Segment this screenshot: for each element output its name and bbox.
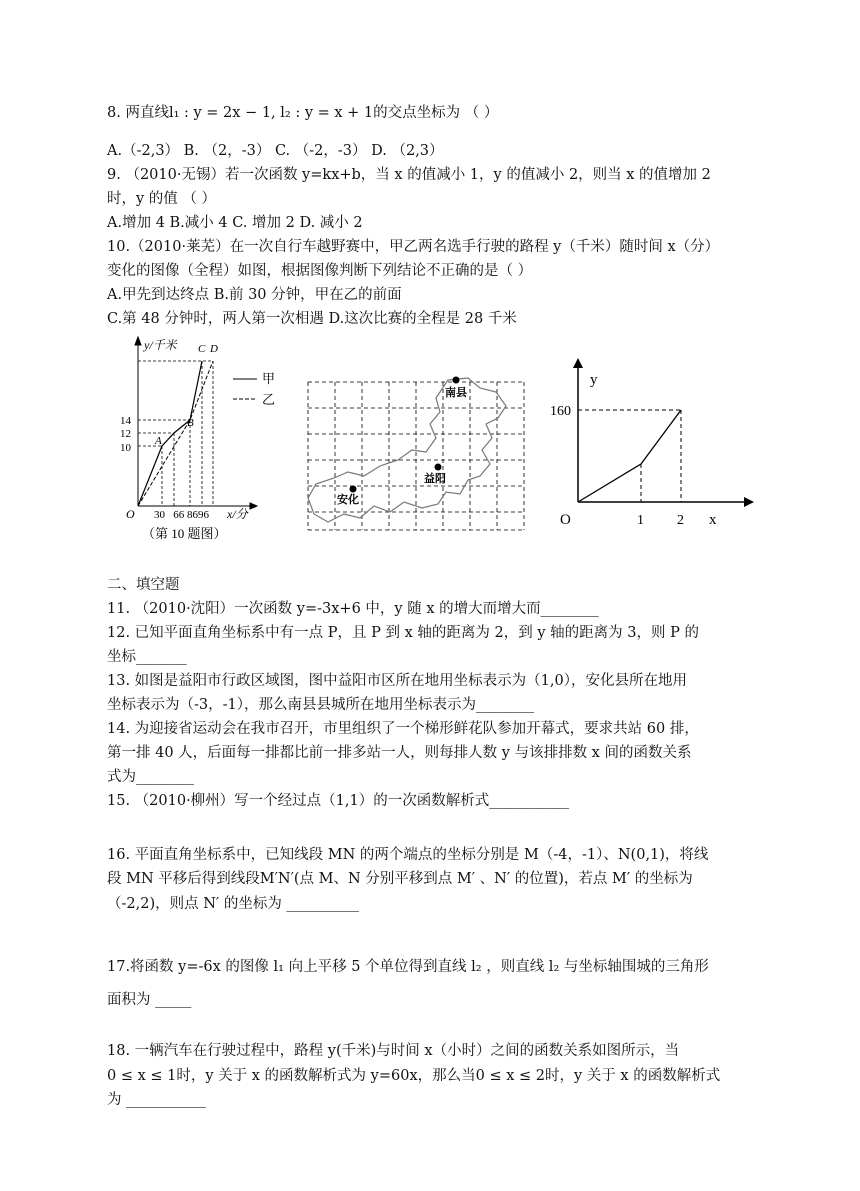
x-axis-arrow [744,497,754,507]
question-14-line3: 式为________ [107,769,194,785]
question-9-line2: 时，y 的值 （ ） [107,191,217,207]
x-axis-label: x/分 [227,507,248,521]
point-d-label: D [210,343,218,355]
x-tick-2: 2 [677,513,684,528]
question-15-text: 15. （2010·柳州）写一个经过点（1,1）的一次函数解析式___________ [107,793,569,809]
y-tick-10: 10 [120,442,131,454]
legend-solid-label: 甲 [262,371,276,386]
question-18-graph [548,352,763,537]
distance-time-line [578,410,681,502]
y-tick-12: 12 [120,428,131,440]
origin-label: O [126,507,135,521]
question-9-line1: 9. （2010·无锡）若一次函数 y=kx+b，当 x 的值减小 1，y 的值减小 2，则当 x 的值增加 2 [107,167,711,183]
yiyang-dot [435,464,442,471]
question-16-line2: 段 MN 平移后得到线段M′N′(点 M、N 分别平移到点 M′ 、N′ 的位置)，若点 M′ 的坐标为 [107,871,693,887]
y-axis-label: y [590,372,598,388]
question-12-line2: 坐标_______ [107,649,187,665]
question-10-options-2: C.第 48 分钟时，两人第一次相遇 D.这次比赛的全程是 28 千米 [107,311,517,327]
question-10-line2: 变化的图像（全程）如图，根据图像判断下列结论不正确的是（ ） [107,263,533,279]
question-18-line2: 0 ≤ x ≤ 1时，y 关于 x 的函数解析式为 y=60x，那么当0 ≤ x ≤ 2时，y 关于 x 的函数解析式 [107,1068,721,1084]
map-grid [308,382,524,530]
point-c-label: C [198,343,206,355]
figure-10-caption: （第 10 题图） [142,526,227,541]
question-18-line1: 18. 一辆汽车在行驶过程中，路程 y(千米)与时间 x（小时）之间的函数关系如图所示，当 [107,1043,680,1059]
point-a-label: A [155,435,162,447]
question-18-line3: 为 ___________ [107,1092,206,1108]
y-tick-160: 160 [550,404,571,419]
question-8-options: A.（-2,3） B. （2，-3） C. （-2，-3） D. （2,3） [107,143,444,159]
section-2-title: 二、填空题 [107,577,180,593]
question-12-line1: 12. 已知平面直角坐标系中有一点 P，且 P 到 x 轴的距离为 2，到 y 轴的距离为 3，则 P 的 [107,625,699,641]
x-axis-arrow [250,503,257,509]
nanxian-dot [453,377,460,384]
question-13-line2: 坐标表示为（-3，-1），那么南县县城所在地用坐标表示为________ [107,697,534,713]
question-16-line3: （-2,2)，则点 N′ 的坐标为 __________ [107,896,359,912]
y-axis-arrow [135,337,141,345]
origin-label: O [560,512,571,528]
question-14-line2: 第一排 40 人，后面每一排都比前一排多站一人，则每排人数 y 与该排排数 x 间的函数关系 [107,745,692,761]
series-jia-line [138,361,202,506]
yiyang-map [300,372,535,537]
x-tick-1: 1 [637,513,644,528]
question-8-text: 8. 两直线l₁ : y = 2x − 1, l₂ : y = x + 1的交点坐标为 （ ） [107,105,499,121]
y-tick-14: 14 [120,415,131,427]
question-11-text: 11. （2010·沈阳）一次函数 y=-3x+6 中，y 随 x 的增大而增大而________ [107,601,599,617]
y-axis-arrow [573,358,583,368]
anhua-dot [350,486,357,493]
question-10-line1: 10.（2010·莱芜）在一次自行车越野赛中，甲乙两名选手行驶的路程 y（千米）随时间 x（分） [107,239,720,255]
question-17-line1: 17.将函数 y=-6x 的图像 l₁ 向上平移 5 个单位得到直线 l₂ ，则直线 l₂ 与坐标轴围城的三角形 [107,959,709,975]
x-tick-labels: 30 66 8696 [154,509,209,521]
y-axis-label: y/千米 [144,338,177,352]
nanxian-label: 南县 [445,387,467,399]
x-axis-label: x [709,512,717,528]
question-9-options: A.增加 4 B.减小 4 C. 增加 2 D. 减小 2 [107,215,363,231]
anhua-label: 安化 [337,494,359,506]
point-b-label: B [187,417,194,429]
question-10-options-1: A.甲先到达终点 B.前 30 分钟，甲在乙的前面 [107,287,402,303]
question-10-graph [110,332,300,547]
question-16-line1: 16. 平面直角坐标系中，已知线段 MN 的两个端点的坐标分别是 M（-4，-1）、N(0,1)，将线 [107,847,709,863]
question-13-line1: 13. 如图是益阳市行政区域图，图中益阳市区所在地用坐标表示为（1,0），安化县所在地用 [107,673,687,689]
question-17-line2: 面积为 _____ [107,992,192,1008]
legend-dashed-label: 乙 [262,392,276,407]
yiyang-label: 益阳 [424,473,446,485]
question-14-line1: 14. 为迎接省运动会在我市召开，市里组织了一个梯形鲜花队参加开幕式，要求共站 60 排， [107,721,699,737]
